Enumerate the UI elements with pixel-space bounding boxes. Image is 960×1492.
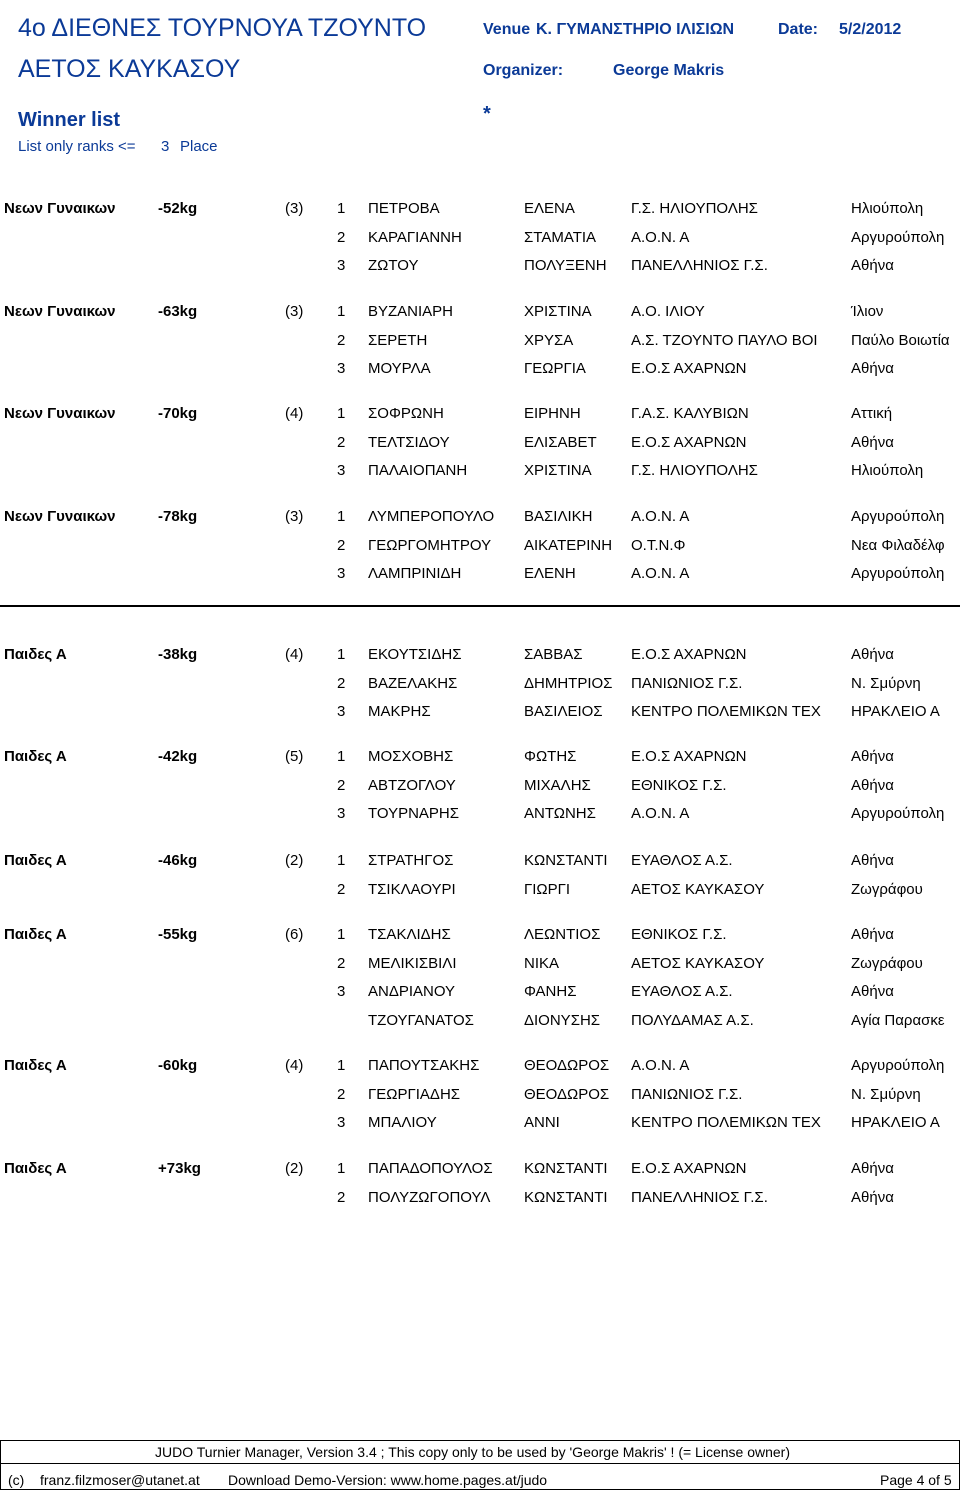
row-first-name: ΠΟΛΥΞΕΝΗ bbox=[524, 257, 607, 275]
row-city: Αθήνα bbox=[851, 748, 894, 765]
row-rank: 2 bbox=[337, 674, 346, 692]
row-city: Αργυρούπολη bbox=[851, 805, 945, 823]
filter-unit: Place bbox=[180, 138, 218, 155]
row-club: ΕΥΑΘΛΟΣ Α.Σ. bbox=[631, 852, 733, 869]
row-rank: 1 bbox=[337, 1160, 346, 1177]
row-city: Ηλιούπολη bbox=[851, 462, 924, 480]
row-surname: ΠΑΠΟΥΤΣΑΚΗΣ bbox=[368, 1057, 480, 1074]
row-rank: 2 bbox=[337, 1188, 346, 1206]
row-city: ΗΡΑΚΛΕΙΟ Α bbox=[851, 1114, 940, 1132]
row-city: Αθήνα bbox=[851, 646, 894, 663]
row-first-name: ΣΑΒΒΑΣ bbox=[524, 646, 583, 663]
row-rank: 2 bbox=[337, 536, 346, 554]
group-category: Νεων Γυναικων bbox=[4, 303, 116, 320]
row-rank: 1 bbox=[337, 508, 346, 525]
group-category: Νεων Γυναικων bbox=[4, 405, 116, 422]
row-first-name: ΒΑΣΙΛΙΚΗ bbox=[524, 508, 593, 525]
row-club: Ο.Τ.Ν.Φ bbox=[631, 536, 686, 554]
row-city: Αθήνα bbox=[851, 1188, 894, 1206]
group-weight: -55kg bbox=[158, 926, 198, 943]
row-city: Αθήνα bbox=[851, 257, 894, 275]
tournament-title: 4ο ΔΙΕΘΝΕΣ ΤΟΥΡΝΟΥΑ ΤΖΟΥΝΤΟ bbox=[18, 14, 427, 42]
row-rank: 3 bbox=[337, 565, 346, 583]
row-first-name: ΘΕΟΔΩΡΟΣ bbox=[524, 1057, 610, 1074]
group-category: Νεων Γυναικων bbox=[4, 200, 116, 217]
row-surname: ΓΕΩΡΓΟΜΗΤΡΟΥ bbox=[368, 536, 492, 554]
row-surname: ΤΣΑΚΛΙΔΗΣ bbox=[368, 926, 451, 943]
row-city: Αργυρούπολη bbox=[851, 228, 945, 246]
row-first-name: ΦΩΤΗΣ bbox=[524, 748, 577, 765]
row-club: Α.Ο. ΙΛΙΟΥ bbox=[631, 303, 705, 320]
organizer-label: Organizer: bbox=[483, 62, 564, 79]
group-weight: -63kg bbox=[158, 303, 198, 320]
row-club: ΕΘΝΙΚΟΣ Γ.Σ. bbox=[631, 776, 727, 794]
row-rank: 3 bbox=[337, 462, 346, 480]
row-rank: 2 bbox=[337, 331, 346, 349]
row-surname: ΜΟΥΡΛΑ bbox=[368, 360, 431, 378]
row-first-name: ΜΙΧΑΛΗΣ bbox=[524, 776, 591, 794]
row-first-name: ΣΤΑΜΑΤΙΑ bbox=[524, 228, 597, 246]
row-first-name: ΔΗΜΗΤΡΙΟΣ bbox=[524, 674, 613, 692]
row-first-name: ΕΛΙΣΑΒΕΤ bbox=[524, 433, 597, 451]
group-weight: -46kg bbox=[158, 852, 198, 869]
row-surname: ΜΑΚΡΗΣ bbox=[368, 703, 431, 721]
row-first-name: ΧΡΙΣΤΙΝΑ bbox=[524, 303, 592, 320]
row-rank: 1 bbox=[337, 646, 346, 663]
row-club: Γ.Α.Σ. ΚΑΛΥΒΙΩΝ bbox=[631, 405, 749, 422]
row-city: Ν. Σμύρνη bbox=[851, 674, 921, 692]
row-surname: ΜΠΑΛΙΟΥ bbox=[368, 1114, 437, 1132]
group-category: Παιδες Α bbox=[4, 748, 67, 765]
group-count: (3) bbox=[285, 200, 304, 217]
row-rank: 1 bbox=[337, 748, 346, 765]
row-first-name: ΕΛΕΝΗ bbox=[524, 565, 576, 583]
row-city: Ν. Σμύρνη bbox=[851, 1085, 921, 1103]
venue-value: Κ. ΓΥΜΑΝΣΤΗΡΙΟ ΙΛΙΣΙΩΝ bbox=[536, 21, 735, 38]
row-rank: 3 bbox=[337, 257, 346, 275]
group-category: Παιδες Α bbox=[4, 1057, 67, 1074]
row-club: Γ.Σ. ΗΛΙΟΥΠΟΛΗΣ bbox=[631, 200, 758, 217]
date-value: 5/2/2012 bbox=[839, 21, 902, 38]
section-divider bbox=[0, 605, 960, 607]
row-rank: 2 bbox=[337, 228, 346, 246]
row-rank: 2 bbox=[337, 1085, 346, 1103]
row-club: ΑΕΤΟΣ ΚΑΥΚΑΣΟΥ bbox=[631, 954, 765, 972]
group-count: (3) bbox=[285, 508, 304, 525]
row-first-name: ΦΑΝΗΣ bbox=[524, 983, 577, 1001]
row-club: ΠΑΝΙΩΝΙΟΣ Γ.Σ. bbox=[631, 674, 743, 692]
row-surname: ΖΩΤΟΥ bbox=[368, 257, 419, 275]
row-surname: ΓΕΩΡΓΙΑΔΗΣ bbox=[368, 1085, 461, 1103]
row-first-name: ΕΛΕΝΑ bbox=[524, 200, 575, 217]
row-first-name: ΔΙΟΝΥΣΗΣ bbox=[524, 1012, 601, 1030]
row-rank: 1 bbox=[337, 405, 346, 422]
row-club: Ε.Ο.Σ ΑΧΑΡΝΩΝ bbox=[631, 360, 747, 378]
row-first-name: ΚΩΝΣΤΑΝΤΙ bbox=[524, 1160, 608, 1177]
group-count: (4) bbox=[285, 405, 304, 422]
group-count: (3) bbox=[285, 303, 304, 320]
row-city: Αργυρούπολη bbox=[851, 565, 945, 583]
row-city: ΗΡΑΚΛΕΙΟ Α bbox=[851, 703, 940, 721]
row-surname: ΤΟΥΡΝΑΡΗΣ bbox=[368, 805, 460, 823]
row-surname: ΑΒΤΖΟΓΛΟΥ bbox=[368, 776, 456, 794]
row-rank: 2 bbox=[337, 776, 346, 794]
group-weight: -70kg bbox=[158, 405, 198, 422]
row-first-name: ΒΑΣΙΛΕΙΟΣ bbox=[524, 703, 603, 721]
row-surname: ΤΖΟΥΓΑΝΑΤΟΣ bbox=[368, 1012, 474, 1030]
group-count: (2) bbox=[285, 1160, 304, 1177]
row-surname: ΛΑΜΠΡΙΝΙΔΗ bbox=[368, 565, 462, 583]
venue-label: Venue bbox=[483, 21, 531, 38]
author-email: franz.filzmoser@utanet.at bbox=[40, 1472, 200, 1488]
row-city: Ζωγράφου bbox=[851, 880, 923, 898]
row-club: Α.Ο.Ν. Α bbox=[631, 1057, 690, 1074]
row-city: Νεα Φιλαδέλφ bbox=[851, 536, 945, 554]
row-surname: ΣΕΡΕΤΗ bbox=[368, 331, 428, 349]
row-city: Αθήνα bbox=[851, 926, 894, 943]
download-link: Download Demo-Version: www.home.pages.at/judo bbox=[228, 1472, 548, 1488]
date-label: Date: bbox=[778, 21, 819, 38]
row-club: Α.Ο.Ν. Α bbox=[631, 508, 690, 525]
row-club: Α.Σ. ΤΖΟΥΝΤΟ ΠΑΥΛΟ ΒΟΙ bbox=[631, 331, 818, 349]
row-surname: ΤΕΛΤΣΙΔΟΥ bbox=[368, 433, 450, 451]
group-weight: -60kg bbox=[158, 1057, 198, 1074]
page-number: Page 4 of 5 bbox=[880, 1472, 952, 1488]
row-city: Παύλο Βοιωτία bbox=[851, 331, 950, 349]
copyright-mark: (c) bbox=[8, 1472, 25, 1488]
group-weight: -38kg bbox=[158, 646, 198, 663]
row-city: Αθήνα bbox=[851, 1160, 894, 1177]
row-surname: ΠΕΤΡΟΒΑ bbox=[368, 200, 440, 217]
group-weight: -42kg bbox=[158, 748, 198, 765]
row-surname: ΑΝΔΡΙΑΝΟΥ bbox=[368, 983, 456, 1001]
row-surname: ΒΥΖΑΝΙΑΡΗ bbox=[368, 303, 454, 320]
row-city: Αθήνα bbox=[851, 433, 894, 451]
row-city: Αργυρούπολη bbox=[851, 508, 945, 525]
row-club: ΕΥΑΘΛΟΣ Α.Σ. bbox=[631, 983, 733, 1001]
row-city: Αγία Παρασκε bbox=[851, 1012, 945, 1030]
row-club: Α.Ο.Ν. Α bbox=[631, 565, 690, 583]
row-club: ΠΟΛΥΔΑΜΑΣ Α.Σ. bbox=[631, 1012, 754, 1030]
row-surname: ΒΑΖΕΛΑΚΗΣ bbox=[368, 674, 458, 692]
row-first-name: ΑΝΝΙ bbox=[524, 1114, 560, 1132]
row-rank: 2 bbox=[337, 880, 346, 898]
row-surname: ΕΚΟΥΤΣΙΔΗΣ bbox=[368, 646, 462, 663]
filter-value: 3 bbox=[161, 138, 170, 155]
group-weight: -78kg bbox=[158, 508, 198, 525]
row-surname: ΠΑΛΑΙΟΠΑΝΗ bbox=[368, 462, 468, 480]
row-first-name: ΧΡΙΣΤΙΝΑ bbox=[524, 462, 592, 480]
row-first-name: ΓΙΩΡΓΙ bbox=[524, 880, 571, 898]
row-club: ΚΕΝΤΡΟ ΠΟΛΕΜΙΚΩΝ ΤΕΧ bbox=[631, 1114, 821, 1132]
organizer-value: George Makris bbox=[613, 62, 725, 79]
row-rank: 1 bbox=[337, 1057, 346, 1074]
row-rank: 1 bbox=[337, 926, 346, 943]
row-surname: ΚΑΡΑΓΙΑΝΝΗ bbox=[368, 228, 462, 246]
row-first-name: ΑΝΤΩΝΗΣ bbox=[524, 805, 596, 823]
row-club: Α.Ο.Ν. Α bbox=[631, 805, 690, 823]
group-count: (5) bbox=[285, 748, 304, 765]
group-count: (2) bbox=[285, 852, 304, 869]
row-surname: ΜΟΣΧΟΒΗΣ bbox=[368, 748, 454, 765]
row-club: Γ.Σ. ΗΛΙΟΥΠΟΛΗΣ bbox=[631, 462, 758, 480]
row-city: Αθήνα bbox=[851, 776, 894, 794]
row-first-name: ΑΙΚΑΤΕΡΙΝΗ bbox=[524, 536, 613, 554]
row-club: ΚΕΝΤΡΟ ΠΟΛΕΜΙΚΩΝ ΤΕΧ bbox=[631, 703, 821, 721]
row-rank: 2 bbox=[337, 433, 346, 451]
row-rank: 3 bbox=[337, 1114, 346, 1132]
group-category: Παιδες Α bbox=[4, 1160, 67, 1177]
organizer-club-title: ΑΕΤΟΣ ΚΑΥΚΑΣΟΥ bbox=[18, 55, 241, 83]
group-weight: +73kg bbox=[158, 1160, 201, 1177]
row-first-name: ΘΕΟΔΩΡΟΣ bbox=[524, 1085, 610, 1103]
row-rank: 1 bbox=[337, 852, 346, 869]
row-club: Α.Ο.Ν. Α bbox=[631, 228, 690, 246]
group-count: (4) bbox=[285, 1057, 304, 1074]
row-city: Ηλιούπολη bbox=[851, 200, 924, 217]
row-city: Αργυρούπολη bbox=[851, 1057, 945, 1074]
row-city: Ίλιον bbox=[851, 303, 884, 320]
row-club: ΠΑΝΕΛΛΗΝΙΟΣ Γ.Σ. bbox=[631, 1188, 768, 1206]
row-surname: ΤΣΙΚΛΑΟΥΡΙ bbox=[368, 880, 456, 898]
row-rank: 3 bbox=[337, 360, 346, 378]
group-category: Παιδες Α bbox=[4, 646, 67, 663]
row-surname: ΠΑΠΑΔΟΠΟΥΛΟΣ bbox=[368, 1160, 493, 1177]
row-club: ΠΑΝΕΛΛΗΝΙΟΣ Γ.Σ. bbox=[631, 257, 768, 275]
group-count: (4) bbox=[285, 646, 304, 663]
row-surname: ΛΥΜΠΕΡΟΠΟΥΛΟ bbox=[368, 508, 495, 525]
row-city: Αθήνα bbox=[851, 852, 894, 869]
row-rank: 3 bbox=[337, 983, 346, 1001]
row-surname: ΠΟΛΥΖΩΓΟΠΟΥΛ bbox=[368, 1188, 491, 1206]
row-club: Ε.Ο.Σ ΑΧΑΡΝΩΝ bbox=[631, 1160, 747, 1177]
row-club: Ε.Ο.Σ ΑΧΑΡΝΩΝ bbox=[631, 646, 747, 663]
row-rank: 1 bbox=[337, 200, 346, 217]
row-city: Αθήνα bbox=[851, 983, 894, 1001]
footer-divider bbox=[0, 1463, 960, 1464]
row-rank: 2 bbox=[337, 954, 346, 972]
row-city: Ζωγράφου bbox=[851, 954, 923, 972]
row-first-name: ΚΩΝΣΤΑΝΤΙ bbox=[524, 852, 608, 869]
group-category: Νεων Γυναικων bbox=[4, 508, 116, 525]
row-club: ΠΑΝΙΩΝΙΟΣ Γ.Σ. bbox=[631, 1085, 743, 1103]
row-first-name: ΚΩΝΣΤΑΝΤΙ bbox=[524, 1188, 608, 1206]
row-first-name: ΝΙΚΑ bbox=[524, 954, 560, 972]
row-surname: ΜΕΛΙΚΙΣΒΙΛΙ bbox=[368, 954, 457, 972]
row-first-name: ΓΕΩΡΓΙΑ bbox=[524, 360, 586, 378]
row-club: ΑΕΤΟΣ ΚΑΥΚΑΣΟΥ bbox=[631, 880, 765, 898]
row-club: Ε.Ο.Σ ΑΧΑΡΝΩΝ bbox=[631, 433, 747, 451]
row-rank: 3 bbox=[337, 703, 346, 721]
filter-label: List only ranks <= bbox=[18, 138, 136, 155]
license-line: JUDO Turnier Manager, Version 3.4 ; This copy only to be used by 'George Makris' ! (= License owner) bbox=[155, 1444, 790, 1460]
asterisk-marker: * bbox=[483, 103, 491, 125]
list-title: Winner list bbox=[18, 109, 121, 131]
row-rank: 3 bbox=[337, 805, 346, 823]
row-city: Αττική bbox=[851, 405, 893, 422]
row-surname: ΣΟΦΡΩΝΗ bbox=[368, 405, 444, 422]
group-count: (6) bbox=[285, 926, 304, 943]
row-club: ΕΘΝΙΚΟΣ Γ.Σ. bbox=[631, 926, 727, 943]
group-category: Παιδες Α bbox=[4, 926, 67, 943]
row-club: Ε.Ο.Σ ΑΧΑΡΝΩΝ bbox=[631, 748, 747, 765]
row-first-name: ΕΙΡΗΝΗ bbox=[524, 405, 581, 422]
row-first-name: ΧΡΥΣΑ bbox=[524, 331, 574, 349]
group-weight: -52kg bbox=[158, 200, 198, 217]
row-rank: 1 bbox=[337, 303, 346, 320]
group-category: Παιδες Α bbox=[4, 852, 67, 869]
row-city: Αθήνα bbox=[851, 360, 894, 378]
row-surname: ΣΤΡΑΤΗΓΟΣ bbox=[368, 852, 454, 869]
row-first-name: ΛΕΩΝΤΙΟΣ bbox=[524, 926, 601, 943]
